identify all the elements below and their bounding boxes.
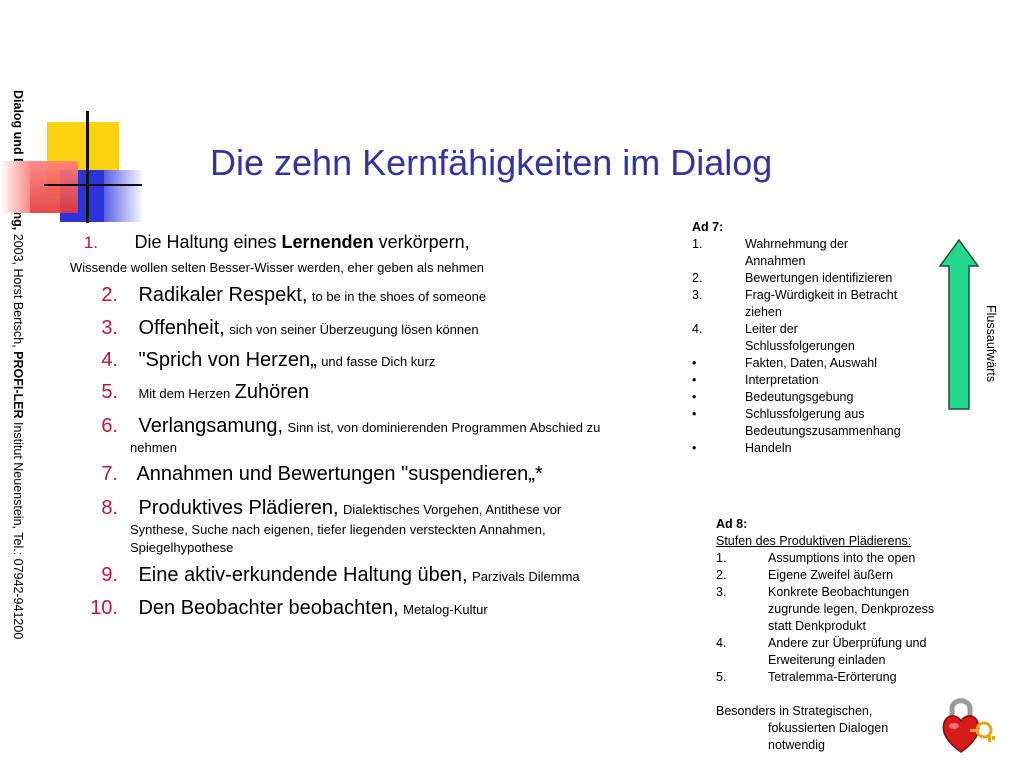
row-marker: 5.: [716, 670, 727, 684]
item-text: Zuhören: [234, 381, 310, 403]
up-arrow-icon: [938, 238, 980, 412]
list-item: [716, 567, 966, 584]
row-marker: 1.: [692, 237, 703, 251]
list-item: [692, 440, 932, 457]
item-text: Produktives Plädieren,: [138, 497, 339, 519]
item-number: 8.: [101, 497, 118, 519]
item-number: 3.: [101, 317, 118, 339]
ad8-heading-text: Ad 8:: [716, 517, 748, 531]
ad8-subheading: Stufen des Produktiven Plädierens:: [716, 534, 912, 548]
row-marker: •: [692, 441, 697, 455]
row-text: Andere zur Überprüfung und: [768, 636, 927, 650]
ad8-note: fokussierten Dialogen: [768, 721, 889, 735]
blue-square-fade: [104, 170, 144, 222]
item-text: Radikaler Respekt,: [138, 284, 308, 306]
list-item: [692, 270, 932, 287]
row-text: Assumptions into the open: [768, 551, 916, 565]
list-item: [692, 406, 932, 423]
vertical-line: [86, 111, 89, 223]
red-square-fade: [0, 161, 30, 213]
list-item: [68, 497, 668, 520]
slide-title: Die zehn Kernfähigkeiten im Dialog: [210, 142, 773, 183]
row-marker: 4.: [692, 322, 703, 336]
row-marker: 1.: [716, 551, 727, 565]
item-number: 9.: [101, 564, 118, 586]
list-item: [68, 564, 668, 587]
horizontal-line: [44, 184, 142, 186]
item-text: Annahmen und Bewertungen "suspendieren„*: [136, 463, 543, 485]
row-text: Schlussfolgerungen: [745, 339, 855, 353]
flow-label: [983, 305, 999, 395]
row-marker: 4.: [716, 636, 727, 650]
row-text: Bewertungen identifizieren: [745, 271, 893, 285]
item-bold: Lernenden: [281, 232, 374, 252]
row-marker: •: [692, 407, 697, 421]
row-marker: •: [692, 373, 697, 387]
list-item: [692, 355, 932, 372]
row-text: Konkrete Beobachtungen: [768, 585, 910, 599]
ad8-note: Besonders in Strategischen,: [716, 704, 873, 718]
list-item: [692, 236, 932, 253]
list-item: [68, 317, 668, 340]
row-text: Leiter der: [745, 322, 798, 336]
list-item: [716, 635, 966, 652]
ad7-heading-text: Ad 7:: [692, 220, 724, 234]
ad7-heading: [692, 219, 932, 236]
item-subtext: to be in the shoes of someone: [311, 289, 487, 304]
row-marker: 3.: [692, 288, 703, 302]
item-text: Die Haltung eines: [134, 232, 282, 252]
item-number: 7.: [101, 463, 118, 485]
item-number: 4.: [101, 349, 118, 371]
list-item: [692, 389, 932, 406]
side-caption-profiler: PROFI-LER: [11, 351, 25, 419]
list-item: [692, 372, 932, 389]
ad8-panel: [716, 516, 966, 754]
list-item: [716, 584, 966, 601]
row-text: ziehen: [745, 305, 782, 319]
item-continuation: Synthese, Suche nach eigenen, tiefer liegenden versteckten Annahmen,: [130, 522, 546, 537]
spacer: [716, 686, 966, 703]
list-item: [692, 338, 932, 355]
row-text: Schlussfolgerung aus: [745, 407, 865, 421]
list-item: [68, 463, 668, 486]
row-marker: •: [692, 390, 697, 404]
list-item: [716, 669, 966, 686]
item-subtext: und fasse Dich kurz: [321, 354, 436, 369]
list-item: [692, 287, 932, 304]
row-text: statt Denkprodukt: [768, 619, 866, 633]
row-text: Handeln: [745, 441, 792, 455]
item-continuation: nehmen: [130, 440, 177, 455]
row-marker: 2.: [692, 271, 703, 285]
item-text: "Sprich von Herzen„: [138, 349, 317, 371]
item-text-end: verkörpern,: [373, 232, 470, 252]
item-subtext: Dialektisches Vorgehen, Antithese vor: [343, 502, 562, 517]
item-number: 6.: [101, 415, 118, 437]
item-text: Den Beobachter beobachten,: [138, 597, 399, 619]
row-text: Fakten, Daten, Auswahl: [745, 356, 878, 370]
side-caption-institute: Institut Neuenstein, Tel.: 07942-941200: [11, 418, 25, 640]
list-item: [716, 652, 966, 669]
item-continuation: Spiegelhypothese: [130, 540, 234, 555]
row-marker: •: [692, 356, 697, 370]
heart-lock-icon: [940, 692, 1004, 754]
list-item: [716, 601, 966, 618]
item-subtext: Sinn ist, von dominierenden Programmen Abschied zu: [287, 420, 601, 435]
list-item: [716, 618, 966, 635]
list-item: [68, 381, 668, 404]
list-item: [68, 597, 668, 620]
item-subtext: Mit dem Herzen: [138, 386, 231, 401]
row-marker: 2.: [716, 568, 727, 582]
list-item: [692, 253, 932, 270]
row-text: Tetralemma-Erörterung: [768, 670, 897, 684]
row-text: Erweiterung einladen: [768, 653, 886, 667]
flow-label-text: Flussaufwärts: [984, 305, 998, 383]
side-caption-year: 2003, Horst Bertsch,: [11, 230, 25, 352]
item-number: 10.: [90, 597, 118, 619]
ad8-heading: [716, 516, 966, 533]
row-text: Annahmen: [745, 254, 806, 268]
ad8-note: notwendig: [768, 738, 825, 752]
item-number: 1.: [83, 233, 98, 252]
item-number: 5.: [101, 381, 118, 403]
list-item: [692, 321, 932, 338]
item-subtext: Parzivals Dilemma: [472, 569, 580, 584]
list-item: [68, 415, 668, 438]
item-number: 2.: [101, 284, 118, 306]
row-text: Eigene Zweifel äußern: [768, 568, 894, 582]
item-text: Offenheit,: [138, 317, 225, 339]
list-item: [68, 284, 668, 307]
red-square: [30, 161, 78, 213]
list-item: [692, 304, 932, 321]
row-text: Bedeutungsgebung: [745, 390, 854, 404]
list-item: [68, 232, 668, 253]
list-item: [68, 349, 668, 372]
item-subtext: Wissende wollen selten Besser-Wisser werden, eher geben als nehmen: [70, 260, 485, 275]
item-text: Eine aktiv-erkundende Haltung üben,: [138, 564, 468, 586]
item-subtext: Metalog-Kultur: [403, 602, 488, 617]
list-item: [716, 550, 966, 567]
row-text: zugrunde legen, Denkprozess: [768, 602, 935, 616]
row-text: Interpretation: [745, 373, 819, 387]
list-item: [692, 423, 932, 440]
item-text: Verlangsamung,: [138, 415, 283, 437]
row-text: Frag-Würdigkeit in Betracht: [745, 288, 898, 302]
row-text: Wahrnehmung der: [745, 237, 849, 251]
item-subtext: sich von seiner Überzeugung lösen können: [229, 322, 479, 337]
ad7-panel: [692, 219, 932, 457]
row-marker: 3.: [716, 585, 727, 599]
row-text: Bedeutungszusammenhang: [745, 424, 901, 438]
